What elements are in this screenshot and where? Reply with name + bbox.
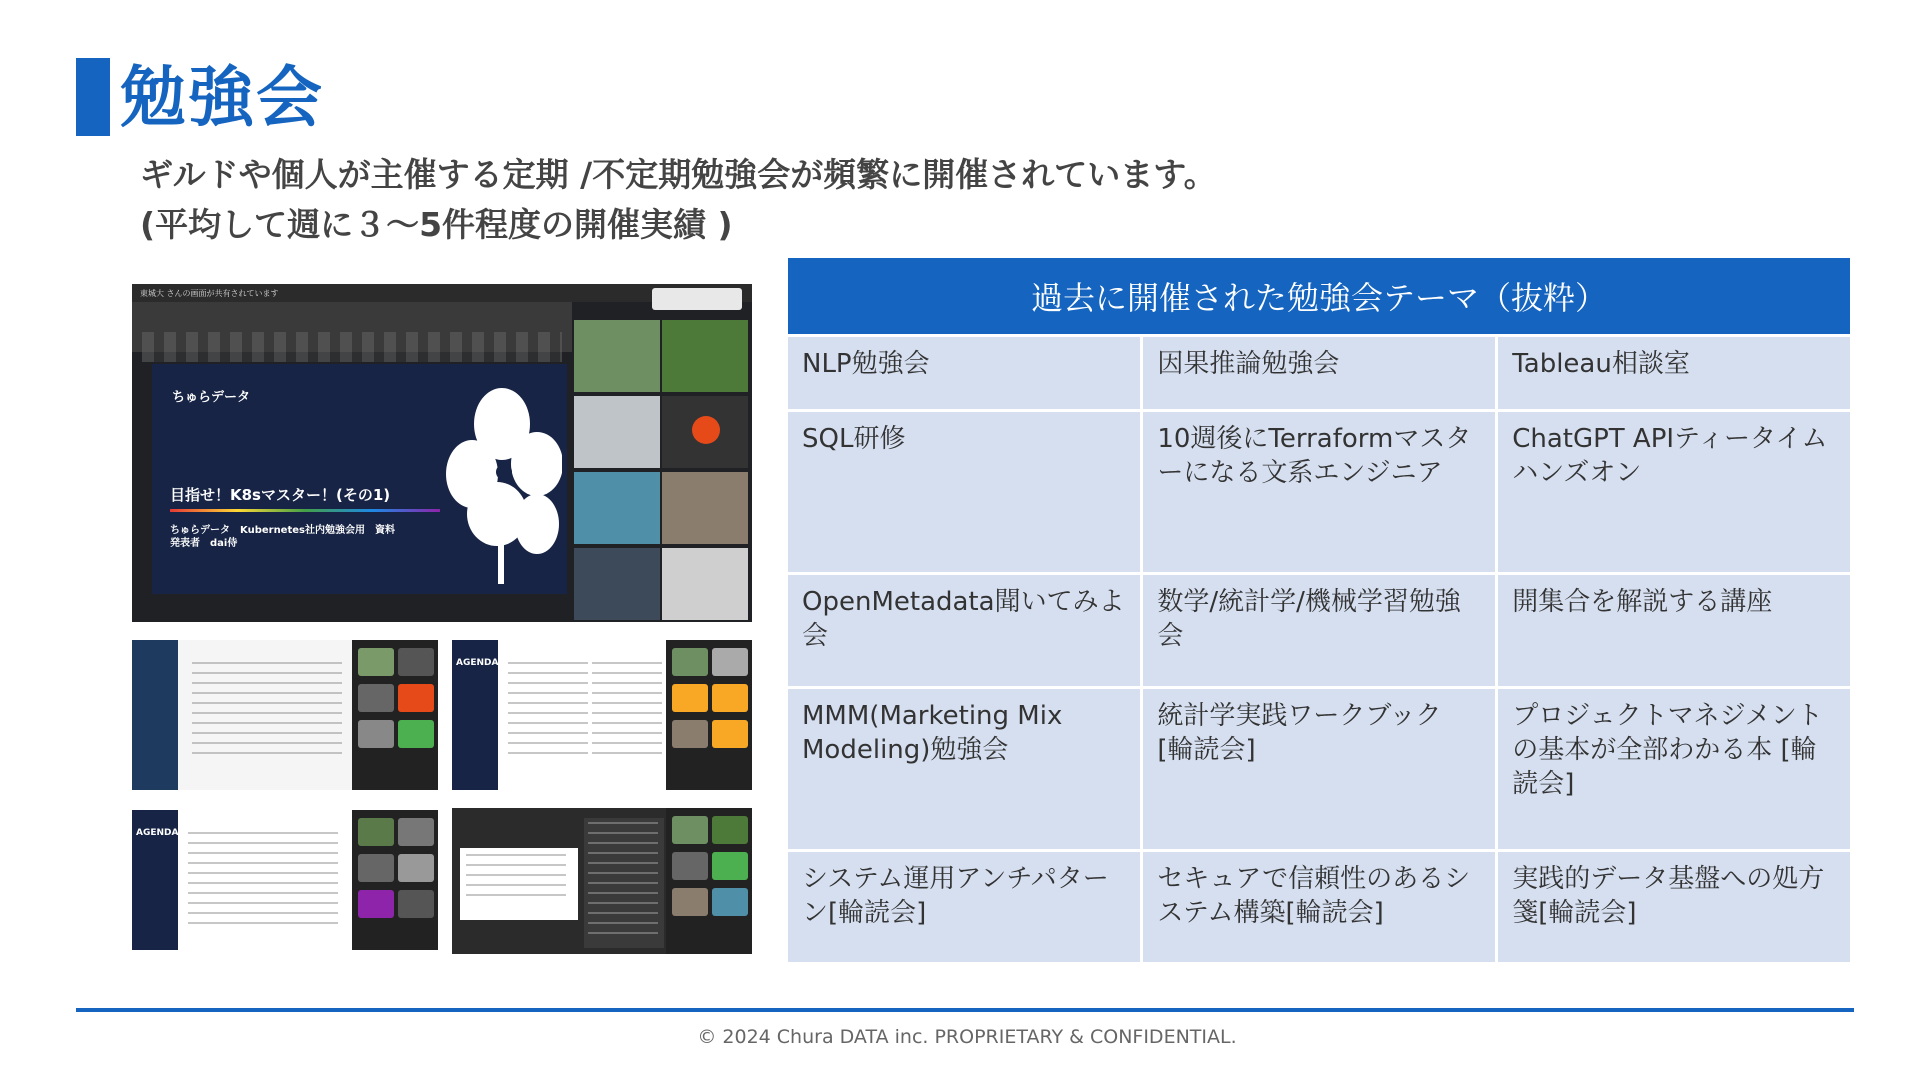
table-cell: セキュアで信頼性のあるシステム構築[輪読会]	[1143, 852, 1498, 965]
table-cell: 因果推論勉強会	[1143, 337, 1498, 412]
meeting-screenshot-thumb-2	[452, 640, 752, 790]
meeting-screenshot-main	[132, 284, 752, 622]
slide-desc-line-2: 発表者 dai侍	[170, 538, 238, 549]
meeting-screenshot-thumb-3	[132, 810, 438, 950]
presentation-slide	[152, 364, 567, 594]
table-header: 過去に開催された勉強会テーマ（抜粋）	[788, 258, 1850, 337]
table-row	[788, 575, 1850, 689]
participant-tile	[662, 396, 748, 468]
participant-tile	[574, 472, 660, 544]
slide-logo: ちゅらデータ	[172, 390, 251, 405]
footer-divider	[76, 1008, 1854, 1012]
slide-description	[170, 524, 395, 550]
participant-tile	[662, 472, 748, 544]
participant-video-grid	[574, 320, 752, 622]
participant-tile	[574, 320, 660, 392]
table-cell: 実践的データ基盤への処方箋[輪読会]	[1498, 852, 1850, 965]
footer-copyright: © 2024 Chura DATA inc. PROPRIETARY & CONFIDENTIAL.	[697, 1026, 1237, 1048]
agenda-label: AGENDA	[136, 828, 179, 838]
table-row	[788, 689, 1850, 852]
study-themes-table	[788, 258, 1850, 965]
meeting-screenshot-thumb-1	[132, 640, 438, 790]
participant-tile	[662, 548, 748, 620]
slide-title: 目指せ！K8sマスター！(その1)	[170, 486, 391, 504]
table-cell: ChatGPT APIティータイムハンズオン	[1498, 412, 1850, 575]
page-title: 勉強会	[120, 59, 324, 136]
table-cell: 10週後にTerraformマスターになる文系エンジニア	[1143, 412, 1498, 575]
meeting-screenshot-thumb-4	[452, 808, 752, 954]
table-cell: 統計学実践ワークブック [輪読会]	[1143, 689, 1498, 852]
meeting-controls	[652, 288, 742, 310]
table-cell: プロジェクトマネジメントの基本が全部わかる本 [輪読会]	[1498, 689, 1850, 852]
participant-tile	[662, 320, 748, 392]
avatar	[692, 416, 720, 444]
app-toolbar	[132, 302, 572, 352]
slide-rainbow-line	[170, 509, 440, 512]
table-cell: NLP勉強会	[788, 337, 1143, 412]
table-row	[788, 412, 1850, 575]
table-cell: 数学/統計学/機械学習勉強会	[1143, 575, 1498, 689]
table-cell: Tableau相談室	[1498, 337, 1850, 412]
table-cell: SQL研修	[788, 412, 1143, 575]
participant-tile	[574, 548, 660, 620]
subtitle-line-1: ギルドや個人が主催する定期 /不定期勉強会が頻繁に開催されています。	[140, 155, 1217, 194]
agenda-label: AGENDA	[456, 658, 499, 668]
hibiscus-icon	[442, 384, 562, 584]
table-row	[788, 337, 1850, 412]
table-cell: 開集合を解説する講座	[1498, 575, 1850, 689]
participant-tile	[574, 396, 660, 468]
title-accent-bar	[76, 58, 110, 136]
screen-share-text: 東城大 さんの画面が共有されています	[140, 289, 279, 298]
subtitle-line-2: (平均して週に３〜5件程度の開催実績 )	[140, 205, 733, 244]
table-cell: MMM(Marketing Mix Modeling)勉強会	[788, 689, 1143, 852]
table-cell: システム運用アンチパターン[輪読会]	[788, 852, 1143, 965]
table-cell: OpenMetadata聞いてみよ会	[788, 575, 1143, 689]
slide-desc-line-1: ちゅらデータ Kubernetes社内勉強会用 資料	[170, 525, 395, 536]
table-row	[788, 852, 1850, 965]
